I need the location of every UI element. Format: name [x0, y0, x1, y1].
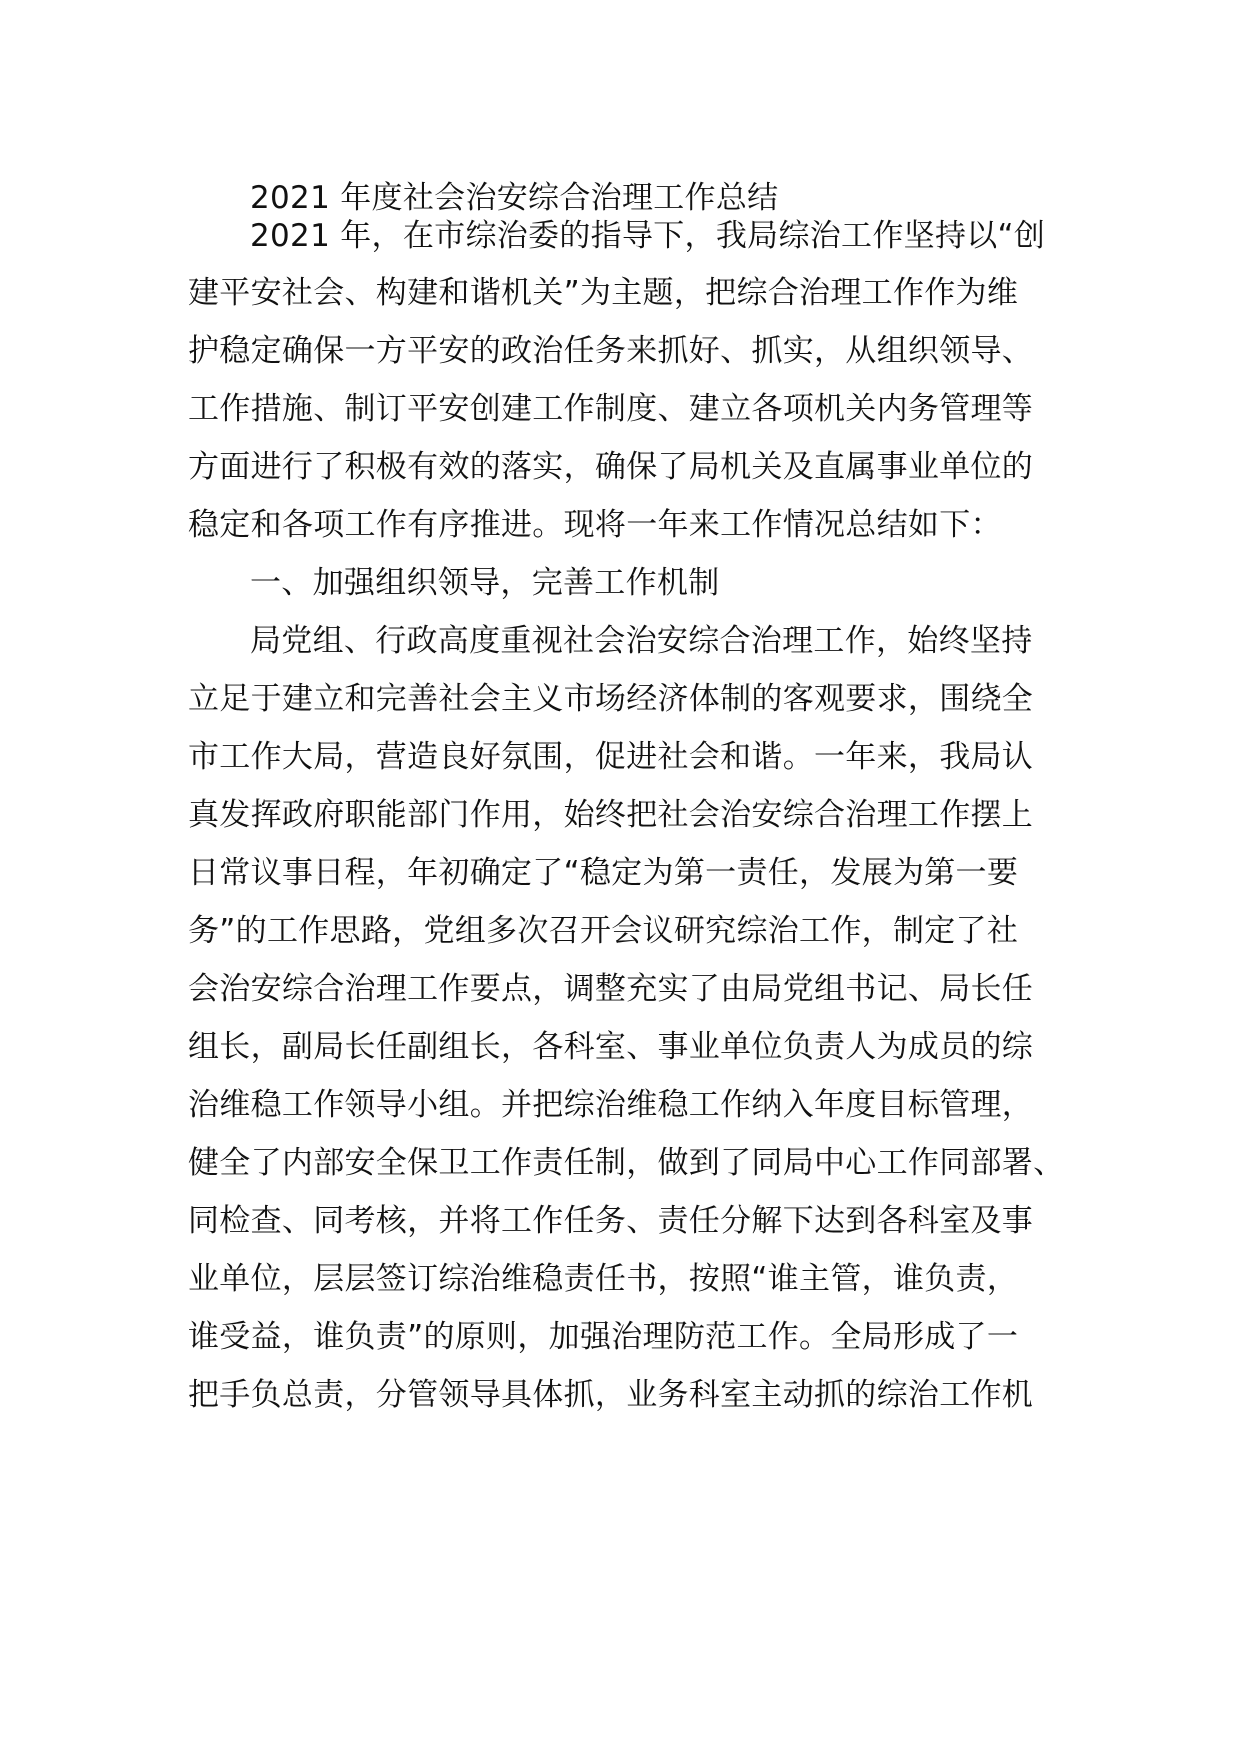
paragraph-line: 日常议事日程，年初确定了“稳定为第一责任，发展为第一要 [188, 855, 1019, 891]
paragraph-line: 把手负总责，分管领导具体抓，业务科室主动抓的综治工作机 [188, 1377, 1034, 1413]
paragraph-line: 局党组、行政高度重视社会治安综合治理工作，始终坚持 [250, 623, 1033, 659]
paragraph-line: 谁受益，谁负责”的原则，加强治理防范工作。全局形成了一 [188, 1319, 1019, 1355]
paragraph-line: 业单位，层层签订综治维稳责任书，按照“谁主管，谁负责， [188, 1261, 1019, 1297]
paragraph-line: 稳定和各项工作有序推进。现将一年来工作情况总结如下： [188, 507, 1002, 543]
paragraph-line: 立足于建立和完善社会主义市场经济体制的客观要求，围绕全 [188, 681, 1034, 717]
paragraph-line: 建平安社会、构建和谐机关”为主题，把综合治理工作作为维 [188, 275, 1019, 311]
paragraph-line: 工作措施、制订平安创建工作制度、建立各项机关内务管理等 [188, 391, 1034, 427]
document-title: 2021 年度社会治安综合治理工作总结 [250, 180, 779, 216]
section-heading: 一、加强组织领导，完善工作机制 [250, 565, 720, 601]
paragraph-line: 治维稳工作领导小组。并把综治维稳工作纳入年度目标管理， [188, 1087, 1034, 1123]
paragraph-line: 会治安综合治理工作要点，调整充实了由局党组书记、局长任 [188, 971, 1034, 1007]
paragraph-line: 2021 年，在市综治委的指导下，我局综治工作坚持以“创 [250, 218, 1046, 254]
paragraph-line: 市工作大局，营造良好氛围，促进社会和谐。一年来，我局认 [188, 739, 1034, 775]
paragraph-line: 方面进行了积极有效的落实，确保了局机关及直属事业单位的 [188, 449, 1034, 485]
paragraph-line: 务”的工作思路，党组多次召开会议研究综治工作，制定了社 [188, 913, 1019, 949]
paragraph-line: 组长，副局长任副组长，各科室、事业单位负责人为成员的综 [188, 1029, 1034, 1065]
paragraph-line: 真发挥政府职能部门作用，始终把社会治安综合治理工作摆上 [188, 797, 1034, 833]
paragraph-line: 护稳定确保一方平安的政治任务来抓好、抓实，从组织领导、 [188, 333, 1034, 369]
paragraph-line: 同检查、同考核，并将工作任务、责任分解下达到各科室及事 [188, 1203, 1034, 1239]
paragraph-line: 健全了内部安全保卫工作责任制，做到了同局中心工作同部署、 [188, 1145, 1065, 1181]
